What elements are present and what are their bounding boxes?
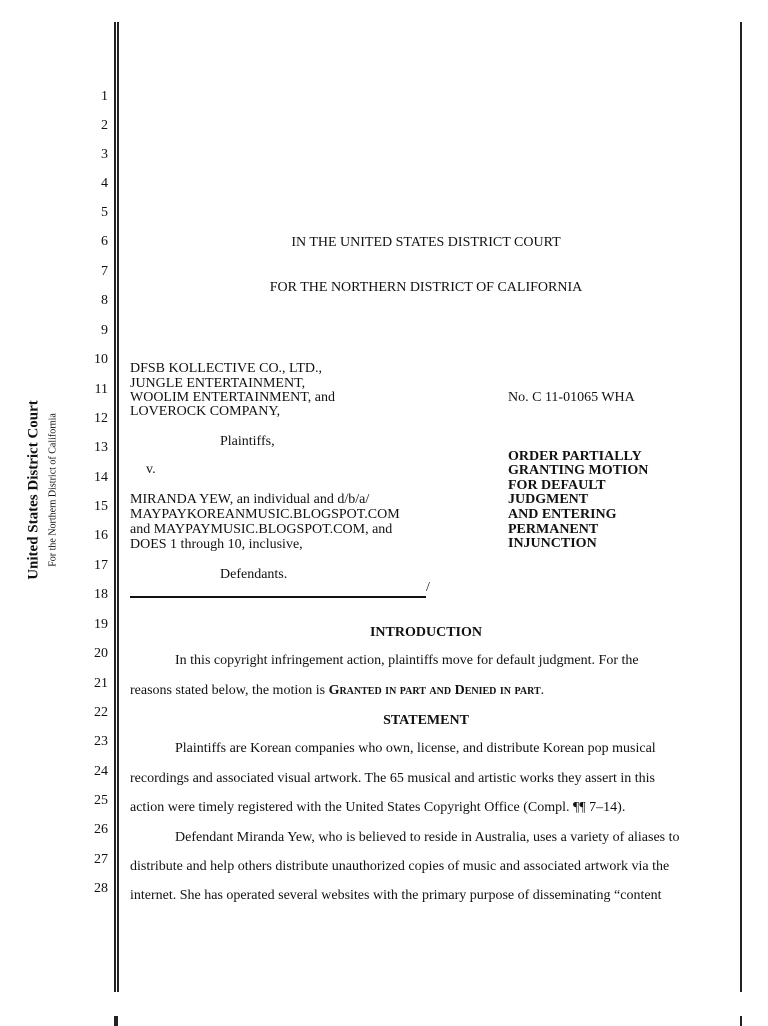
- defendant-line: and MAYPAYMUSIC.BLOGSPOT.COM, and: [130, 522, 393, 537]
- plaintiff-line: WOOLIM ENTERTAINMENT, and: [130, 390, 336, 405]
- plaintiff-line: DFSB KOLLECTIVE CO., LTD.,: [130, 361, 322, 376]
- caption-underline: [130, 596, 426, 598]
- line-number: 3: [101, 147, 108, 162]
- body-text-line: Defendant Miranda Yew, who is believed to reside in Australia, uses a variety of aliases to: [175, 830, 680, 845]
- left-margin-rule: [114, 22, 116, 992]
- statement-heading: STATEMENT: [383, 713, 469, 728]
- plaintiff-line: LOVEROCK COMPANY,: [130, 404, 281, 419]
- defendant-line: MIRANDA YEW, an individual and d/b/a/: [130, 492, 370, 507]
- line-number: 21: [94, 676, 108, 691]
- district-heading: FOR THE NORTHERN DISTRICT OF CALIFORNIA: [269, 280, 583, 295]
- line-number: 6: [101, 234, 108, 249]
- body-text-line: distribute and help others distribute unauthorized copies of music and associated artwork via the: [130, 859, 670, 874]
- line-number: 7: [101, 264, 108, 279]
- defendant-line: MAYPAYKOREANMUSIC.BLOGSPOT.COM: [130, 507, 400, 522]
- right-margin-rule: [740, 22, 742, 992]
- line-number: 25: [94, 793, 108, 808]
- line-number: 10: [94, 352, 108, 367]
- caption-slash: /: [426, 580, 430, 595]
- line-number: 5: [101, 205, 108, 220]
- line-number: 16: [94, 528, 108, 543]
- introduction-heading: INTRODUCTION: [369, 625, 482, 640]
- plaintiffs-label: Plaintiffs,: [220, 434, 275, 449]
- next-page-left-rule: [114, 1016, 118, 1026]
- versus-label: v.: [146, 462, 156, 477]
- body-text-line: [130, 683, 544, 699]
- body-text-line: internet. She has operated several websites with the primary purpose of disseminating “content: [130, 888, 662, 903]
- next-page-right-rule: [740, 1016, 742, 1026]
- line-number: 1: [101, 89, 108, 104]
- line-number: 12: [94, 411, 108, 426]
- body-text-line: In this copyright infringement action, plaintiffs move for default judgment. For the: [175, 653, 639, 668]
- line-number: 24: [94, 764, 108, 779]
- plaintiff-line: JUNGLE ENTERTAINMENT,: [130, 376, 306, 391]
- order-title-line: ORDER PARTIALLY: [508, 449, 642, 464]
- line-number: 20: [94, 646, 108, 661]
- body-text-line: recordings and associated visual artwork. The 65 musical and artistic works they assert in this: [130, 771, 655, 786]
- line-number: 23: [94, 734, 108, 749]
- sidebar-district-name: For the Northern District of California: [47, 413, 59, 567]
- order-title-line: INJUNCTION: [508, 536, 597, 551]
- body-text-line: Plaintiffs are Korean companies who own, license, and distribute Korean pop musical: [175, 741, 656, 756]
- defendants-label: Defendants.: [220, 567, 288, 582]
- order-title-line: GRANTING MOTION: [508, 463, 649, 478]
- line-number: 4: [101, 176, 108, 191]
- line-number: 26: [94, 822, 108, 837]
- case-number: No. C 11-01065 WHA: [508, 390, 635, 405]
- order-title-line: FOR DEFAULT: [508, 478, 606, 493]
- order-title-line: JUDGMENT: [508, 492, 589, 507]
- line-number: 14: [94, 470, 108, 485]
- line-number: 15: [94, 499, 108, 514]
- sidebar-court-name: United States District Court: [25, 400, 42, 580]
- court-heading: IN THE UNITED STATES DISTRICT COURT: [291, 235, 561, 250]
- defendant-line: DOES 1 through 10, inclusive,: [130, 537, 303, 552]
- line-number: 28: [94, 881, 108, 896]
- left-margin-rule-inner: [117, 22, 119, 992]
- body-text-line: action were timely registered with the United States Copyright Office (Compl. ¶¶ 7–14).: [130, 800, 626, 815]
- body-text-segment: reasons stated below, the motion is: [130, 683, 329, 698]
- line-number: 19: [94, 617, 108, 632]
- body-text-segment: .: [540, 683, 545, 698]
- line-number: 2: [101, 118, 108, 133]
- line-number: 13: [94, 440, 108, 455]
- line-number: 9: [101, 323, 108, 338]
- line-number: 17: [94, 558, 108, 573]
- line-number: 18: [94, 587, 108, 602]
- ruling-text: Granted in part and Denied in part: [328, 683, 541, 698]
- line-number: 11: [94, 382, 108, 397]
- order-title-line: PERMANENT: [508, 522, 599, 537]
- line-number: 27: [94, 852, 108, 867]
- order-title-line: AND ENTERING: [508, 507, 617, 522]
- line-number: 22: [94, 705, 108, 720]
- line-number: 8: [101, 293, 108, 308]
